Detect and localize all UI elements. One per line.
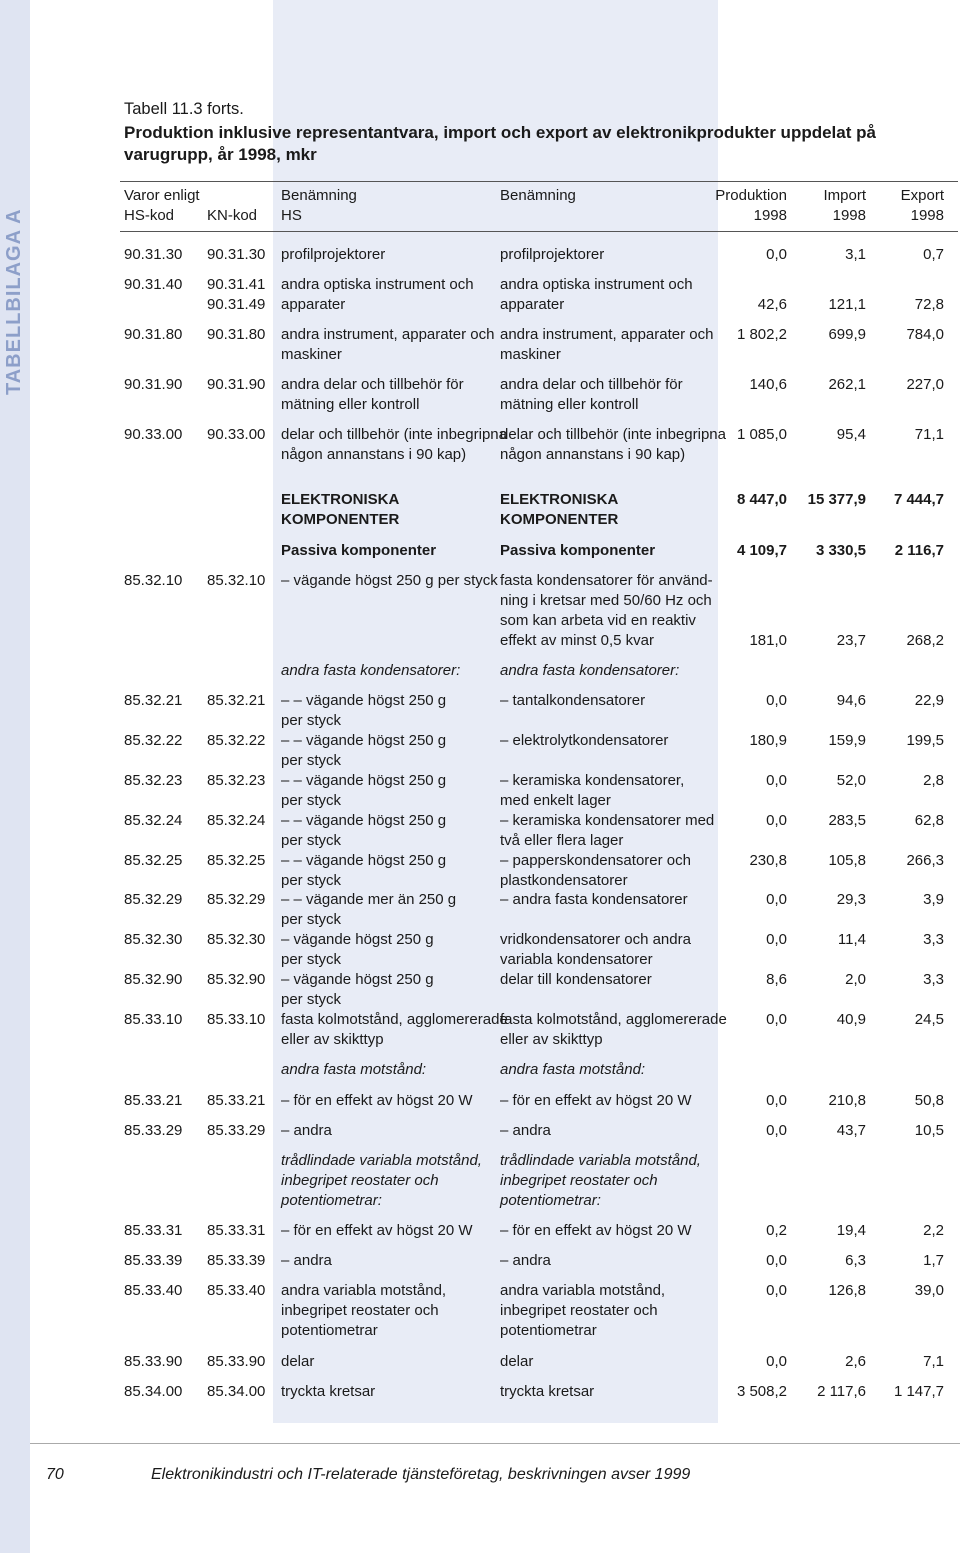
- produktion-value: 1 085,0: [736, 426, 787, 443]
- benamning-kn: med enkelt lager: [500, 792, 611, 809]
- import-value: 126,8: [828, 1282, 866, 1299]
- footer-rule: [30, 1443, 960, 1444]
- import-value: 3,1: [845, 246, 866, 263]
- kn-code: 85.32.90: [207, 971, 266, 988]
- hs-code: 85.33.29: [124, 1122, 183, 1139]
- table-title: Produktion inklusive representantvara, import och export av elektronikprodukter uppdelat på varugrupp, år 1998, mkr: [124, 123, 876, 164]
- kn-code: 85.34.00: [207, 1383, 266, 1400]
- export-value: 268,2: [906, 632, 944, 649]
- benamning-kn: andra instrument, apparater och: [500, 326, 714, 343]
- hs-code: 85.33.90: [124, 1353, 183, 1370]
- benamning-hs: – vägande högst 250 g: [281, 971, 434, 988]
- kn-code: 90.33.00: [207, 426, 266, 443]
- benamning-hs: per styck: [281, 832, 342, 849]
- benamning-kn: som kan arbeta vid en reaktiv: [500, 612, 696, 629]
- produktion-value: 181,0: [749, 632, 787, 649]
- kn-code: 85.33.31: [207, 1222, 266, 1239]
- export-value: 2,8: [923, 772, 944, 789]
- sidebar-band: [0, 0, 30, 1553]
- export-value: 39,0: [914, 1282, 944, 1299]
- kn-code: 85.32.10: [207, 572, 266, 589]
- col-export-2: 1998: [910, 207, 944, 224]
- benamning-kn: tryckta kretsar: [500, 1383, 595, 1400]
- benamning-hs: per styck: [281, 792, 342, 809]
- benamning-kn: – elektrolytkondensatorer: [500, 732, 669, 749]
- import-value: 2 117,6: [817, 1383, 866, 1400]
- col-import-2: 1998: [832, 207, 866, 224]
- import-value: 262,1: [828, 376, 866, 393]
- kn-code: 85.33.21: [207, 1092, 266, 1109]
- benamning-hs: andra optiska instrument och: [281, 276, 474, 293]
- kn-code: 90.31.30: [207, 246, 266, 263]
- col-produktion-1: Produktion: [715, 187, 787, 204]
- benamning-hs: per styck: [281, 712, 342, 729]
- benamning-kn: – för en effekt av högst 20 W: [500, 1092, 692, 1109]
- benamning-hs: andra instrument, apparater och: [281, 326, 495, 343]
- benamning-kn: – andra: [500, 1122, 551, 1139]
- produktion-value: 0,0: [766, 692, 787, 709]
- produktion-value: 0,0: [766, 1252, 787, 1269]
- header-bottom-rule: [120, 231, 958, 232]
- import-value: 3 330,5: [815, 542, 866, 559]
- benamning-hs: apparater: [281, 296, 346, 313]
- hs-code: 85.33.31: [124, 1222, 183, 1239]
- benamning-hs: – – vägande högst 250 g: [281, 852, 447, 869]
- export-value: 3,3: [923, 971, 944, 988]
- produktion-value: 8,6: [766, 971, 787, 988]
- kn-code: 85.33.40: [207, 1282, 266, 1299]
- produktion-value: 3 508,2: [736, 1383, 787, 1400]
- import-value: 40,9: [836, 1011, 866, 1028]
- export-value: 3,3: [923, 931, 944, 948]
- benamning-hs: andra delar och tillbehör för: [281, 376, 464, 393]
- kn-code: 85.32.22: [207, 732, 266, 749]
- benamning-hs: – andra: [281, 1252, 332, 1269]
- benamning-kn: potentiometrar: [500, 1322, 597, 1339]
- produktion-value: 230,8: [749, 852, 787, 869]
- benamning-hs: mätning eller kontroll: [281, 396, 420, 413]
- kn-code: 85.32.29: [207, 891, 266, 908]
- import-value: 95,4: [836, 426, 866, 443]
- import-value: 283,5: [828, 812, 866, 829]
- import-value: 121,1: [828, 296, 866, 313]
- benamning-hs: inbegripet reostater och: [281, 1172, 439, 1189]
- benamning-hs: – – vägande mer än 250 g: [281, 891, 457, 908]
- benamning-hs: potentiometrar: [281, 1322, 378, 1339]
- import-value: 159,9: [828, 732, 866, 749]
- benamning-kn: mätning eller kontroll: [500, 396, 639, 413]
- benamning-kn: – tantalkondensatorer: [500, 692, 646, 709]
- benamning-kn: andra variabla motstånd,: [500, 1282, 666, 1299]
- benamning-kn: inbegripet reostater och: [500, 1302, 658, 1319]
- benamning-hs: – vägande högst 250 g per styck: [281, 572, 498, 589]
- import-value: 6,3: [845, 1252, 866, 1269]
- benamning-hs: Passiva komponenter: [281, 542, 437, 559]
- benamning-hs: delar: [281, 1353, 315, 1370]
- import-value: 105,8: [828, 852, 866, 869]
- benamning-kn: vridkondensatorer och andra: [500, 931, 691, 948]
- benamning-kn: effekt av minst 0,5 kvar: [500, 632, 654, 649]
- benamning-kn: delar: [500, 1353, 534, 1370]
- export-value: 1 147,7: [893, 1383, 944, 1400]
- benamning-kn: andra fasta kondensatorer:: [500, 662, 680, 679]
- benamning-hs: – – vägande högst 250 g: [281, 812, 447, 829]
- benamning-hs: KOMPONENTER: [281, 511, 400, 528]
- benamning-hs: per styck: [281, 991, 342, 1008]
- import-value: 52,0: [836, 772, 866, 789]
- benamning-kn: andra fasta motstånd:: [500, 1061, 646, 1078]
- import-value: 2,6: [845, 1353, 866, 1370]
- benamning-kn: delar till kondensatorer: [500, 971, 652, 988]
- hs-code: 85.32.25: [124, 852, 183, 869]
- benamning-hs: ELEKTRONISKA: [281, 491, 400, 508]
- benamning-kn: två eller flera lager: [500, 832, 624, 849]
- import-value: 43,7: [836, 1122, 866, 1139]
- export-value: 24,5: [914, 1011, 944, 1028]
- kn-code: 90.31.90: [207, 376, 266, 393]
- benamning-kn: potentiometrar:: [500, 1192, 601, 1209]
- benamning-hs: – vägande högst 250 g: [281, 931, 434, 948]
- benamning-hs: potentiometrar:: [281, 1192, 382, 1209]
- export-value: 7,1: [923, 1353, 944, 1370]
- produktion-value: 42,6: [757, 296, 787, 313]
- export-value: 3,9: [923, 891, 944, 908]
- benamning-kn: trådlindade variabla motstånd,: [500, 1152, 701, 1169]
- produktion-value: 0,0: [766, 772, 787, 789]
- hs-code: 85.32.23: [124, 772, 183, 789]
- import-value: 699,9: [828, 326, 866, 343]
- col-produktion-2: 1998: [753, 207, 787, 224]
- benamning-kn: apparater: [500, 296, 565, 313]
- benamning-hs: per styck: [281, 951, 342, 968]
- benamning-hs: – – vägande högst 250 g: [281, 732, 447, 749]
- import-value: 15 377,9: [807, 491, 866, 508]
- export-value: 72,8: [914, 296, 944, 313]
- import-value: 11,4: [837, 931, 866, 948]
- kn-code: 90.31.49: [207, 296, 266, 313]
- col-benamning-hs-1: Benämning: [281, 187, 357, 204]
- hs-code: 85.32.29: [124, 891, 183, 908]
- import-value: 94,6: [836, 692, 866, 709]
- benamning-kn: inbegripet reostater och: [500, 1172, 658, 1189]
- produktion-value: 8 447,0: [736, 491, 787, 508]
- hs-code: 85.33.10: [124, 1011, 183, 1028]
- benamning-hs: – för en effekt av högst 20 W: [281, 1092, 473, 1109]
- produktion-value: 0,0: [766, 1092, 787, 1109]
- benamning-kn: profilprojektorer: [500, 246, 605, 263]
- export-value: 266,3: [906, 852, 944, 869]
- kn-code: 85.32.30: [207, 931, 266, 948]
- kn-code: 85.32.23: [207, 772, 266, 789]
- benamning-kn: maskiner: [500, 346, 561, 363]
- export-value: 1,7: [923, 1252, 944, 1269]
- col-benamning-hs-2: HS: [281, 207, 302, 224]
- benamning-kn: – papperskondensatorer och: [500, 852, 691, 869]
- produktion-value: 0,0: [766, 1353, 787, 1370]
- benamning-kn: Passiva komponenter: [500, 542, 656, 559]
- export-value: 7 444,7: [893, 491, 944, 508]
- hs-code: 85.32.21: [124, 692, 183, 709]
- benamning-hs: trådlindade variabla motstånd,: [281, 1152, 482, 1169]
- hs-code: 90.31.80: [124, 326, 183, 343]
- col-hs-label-1: Varor enligt: [124, 187, 200, 204]
- benamning-hs: andra variabla motstånd,: [281, 1282, 447, 1299]
- benamning-hs: fasta kolmotstånd, agglomererade: [281, 1011, 508, 1028]
- benamning-hs: andra fasta motstånd:: [281, 1061, 427, 1078]
- benamning-kn: – keramiska kondensatorer med: [500, 812, 715, 829]
- produktion-value: 0,0: [766, 891, 787, 908]
- kn-code: 85.33.90: [207, 1353, 266, 1370]
- benamning-kn: fasta kolmotstånd, agglomererade: [500, 1011, 727, 1028]
- benamning-kn: eller av skikttyp: [500, 1031, 603, 1048]
- produktion-value: 0,0: [766, 1282, 787, 1299]
- export-value: 199,5: [906, 732, 944, 749]
- produktion-value: 1 802,2: [736, 326, 787, 343]
- col-export-1: Export: [900, 187, 944, 204]
- export-value: 10,5: [914, 1122, 944, 1139]
- benamning-hs: profilprojektorer: [281, 246, 386, 263]
- benamning-kn: – andra: [500, 1252, 551, 1269]
- produktion-value: 0,0: [766, 931, 787, 948]
- benamning-hs: per styck: [281, 872, 342, 889]
- benamning-kn: variabla kondensatorer: [500, 951, 653, 968]
- benamning-hs: delar och tillbehör (inte inbegripna: [281, 426, 507, 443]
- benamning-kn: – för en effekt av högst 20 W: [500, 1222, 692, 1239]
- produktion-value: 0,0: [766, 1122, 787, 1139]
- kn-code: 85.32.21: [207, 692, 266, 709]
- export-value: 22,9: [914, 692, 944, 709]
- benamning-hs: per styck: [281, 752, 342, 769]
- hs-code: 90.33.00: [124, 426, 183, 443]
- export-value: 784,0: [906, 326, 944, 343]
- page-number: 70: [46, 1466, 64, 1483]
- export-value: 62,8: [914, 812, 944, 829]
- kn-code: 85.33.39: [207, 1252, 266, 1269]
- hs-code: 85.33.39: [124, 1252, 183, 1269]
- hs-code: 85.33.40: [124, 1282, 183, 1299]
- benamning-kn: ning i kretsar med 50/60 Hz och: [500, 592, 712, 609]
- produktion-value: 0,0: [766, 812, 787, 829]
- benamning-hs: – för en effekt av högst 20 W: [281, 1222, 473, 1239]
- benamning-hs: andra fasta kondensatorer:: [281, 662, 461, 679]
- benamning-kn: fasta kondensatorer för använd-: [500, 572, 713, 589]
- benamning-hs: maskiner: [281, 346, 342, 363]
- col-import-1: Import: [823, 187, 866, 204]
- kn-code: 85.33.10: [207, 1011, 266, 1028]
- hs-code: 85.34.00: [124, 1383, 183, 1400]
- benamning-hs: – – vägande högst 250 g: [281, 692, 447, 709]
- import-value: 2,0: [845, 971, 866, 988]
- kn-code: 90.31.80: [207, 326, 266, 343]
- hs-code: 90.31.30: [124, 246, 183, 263]
- benamning-kn: någon annanstans i 90 kap): [500, 446, 686, 463]
- import-value: 19,4: [836, 1222, 866, 1239]
- header-top-rule: [120, 181, 958, 182]
- benamning-kn: – andra fasta kondensatorer: [500, 891, 688, 908]
- sidebar-label: TABELLBILAGA A: [3, 208, 25, 395]
- export-value: 227,0: [906, 376, 944, 393]
- hs-code: 85.32.90: [124, 971, 183, 988]
- benamning-hs: per styck: [281, 911, 342, 928]
- benamning-kn: plastkondensatorer: [500, 872, 628, 889]
- benamning-hs: någon annanstans i 90 kap): [281, 446, 467, 463]
- col-kn-label: KN-kod: [207, 207, 258, 224]
- export-value: 2 116,7: [894, 542, 944, 559]
- export-value: 0,7: [923, 246, 944, 263]
- hs-code: 85.33.21: [124, 1092, 183, 1109]
- table-number: Tabell 11.3 forts.: [124, 100, 244, 118]
- benamning-kn: andra delar och tillbehör för: [500, 376, 683, 393]
- produktion-value: 0,0: [766, 246, 787, 263]
- kn-code: 85.32.24: [207, 812, 266, 829]
- benamning-hs: eller av skikttyp: [281, 1031, 384, 1048]
- benamning-hs: – – vägande högst 250 g: [281, 772, 447, 789]
- benamning-kn: delar och tillbehör (inte inbegripna: [500, 426, 726, 443]
- benamning-kn: – keramiska kondensatorer,: [500, 772, 685, 789]
- produktion-value: 4 109,7: [736, 542, 787, 559]
- export-value: 71,1: [914, 426, 944, 443]
- benamning-hs: inbegripet reostater och: [281, 1302, 439, 1319]
- export-value: 2,2: [923, 1222, 944, 1239]
- produktion-value: 0,2: [766, 1222, 787, 1239]
- produktion-value: 140,6: [749, 376, 787, 393]
- produktion-value: 180,9: [749, 732, 787, 749]
- import-value: 29,3: [836, 891, 866, 908]
- benamning-kn: ELEKTRONISKA: [500, 491, 619, 508]
- benamning-hs: – andra: [281, 1122, 332, 1139]
- benamning-kn: andra optiska instrument och: [500, 276, 693, 293]
- col-hs-label-2: HS-kod: [124, 207, 175, 224]
- kn-code: 85.32.25: [207, 852, 266, 869]
- hs-code: 85.32.30: [124, 931, 183, 948]
- kn-code: 90.31.41: [207, 276, 266, 293]
- import-value: 23,7: [836, 632, 866, 649]
- hs-code: 90.31.40: [124, 276, 183, 293]
- export-value: 50,8: [914, 1092, 944, 1109]
- col-benamning-kn: Benämning: [500, 187, 576, 204]
- hs-code: 85.32.10: [124, 572, 183, 589]
- benamning-hs: tryckta kretsar: [281, 1383, 376, 1400]
- hs-code: 85.32.22: [124, 732, 183, 749]
- benamning-kn: KOMPONENTER: [500, 511, 619, 528]
- hs-code: 90.31.90: [124, 376, 183, 393]
- kn-code: 85.33.29: [207, 1122, 266, 1139]
- footer-text: Elektronikindustri och IT-relaterade tjänsteföretag, beskrivningen avser 1999: [151, 1466, 691, 1483]
- produktion-value: 0,0: [766, 1011, 787, 1028]
- hs-code: 85.32.24: [124, 812, 183, 829]
- import-value: 210,8: [828, 1092, 866, 1109]
